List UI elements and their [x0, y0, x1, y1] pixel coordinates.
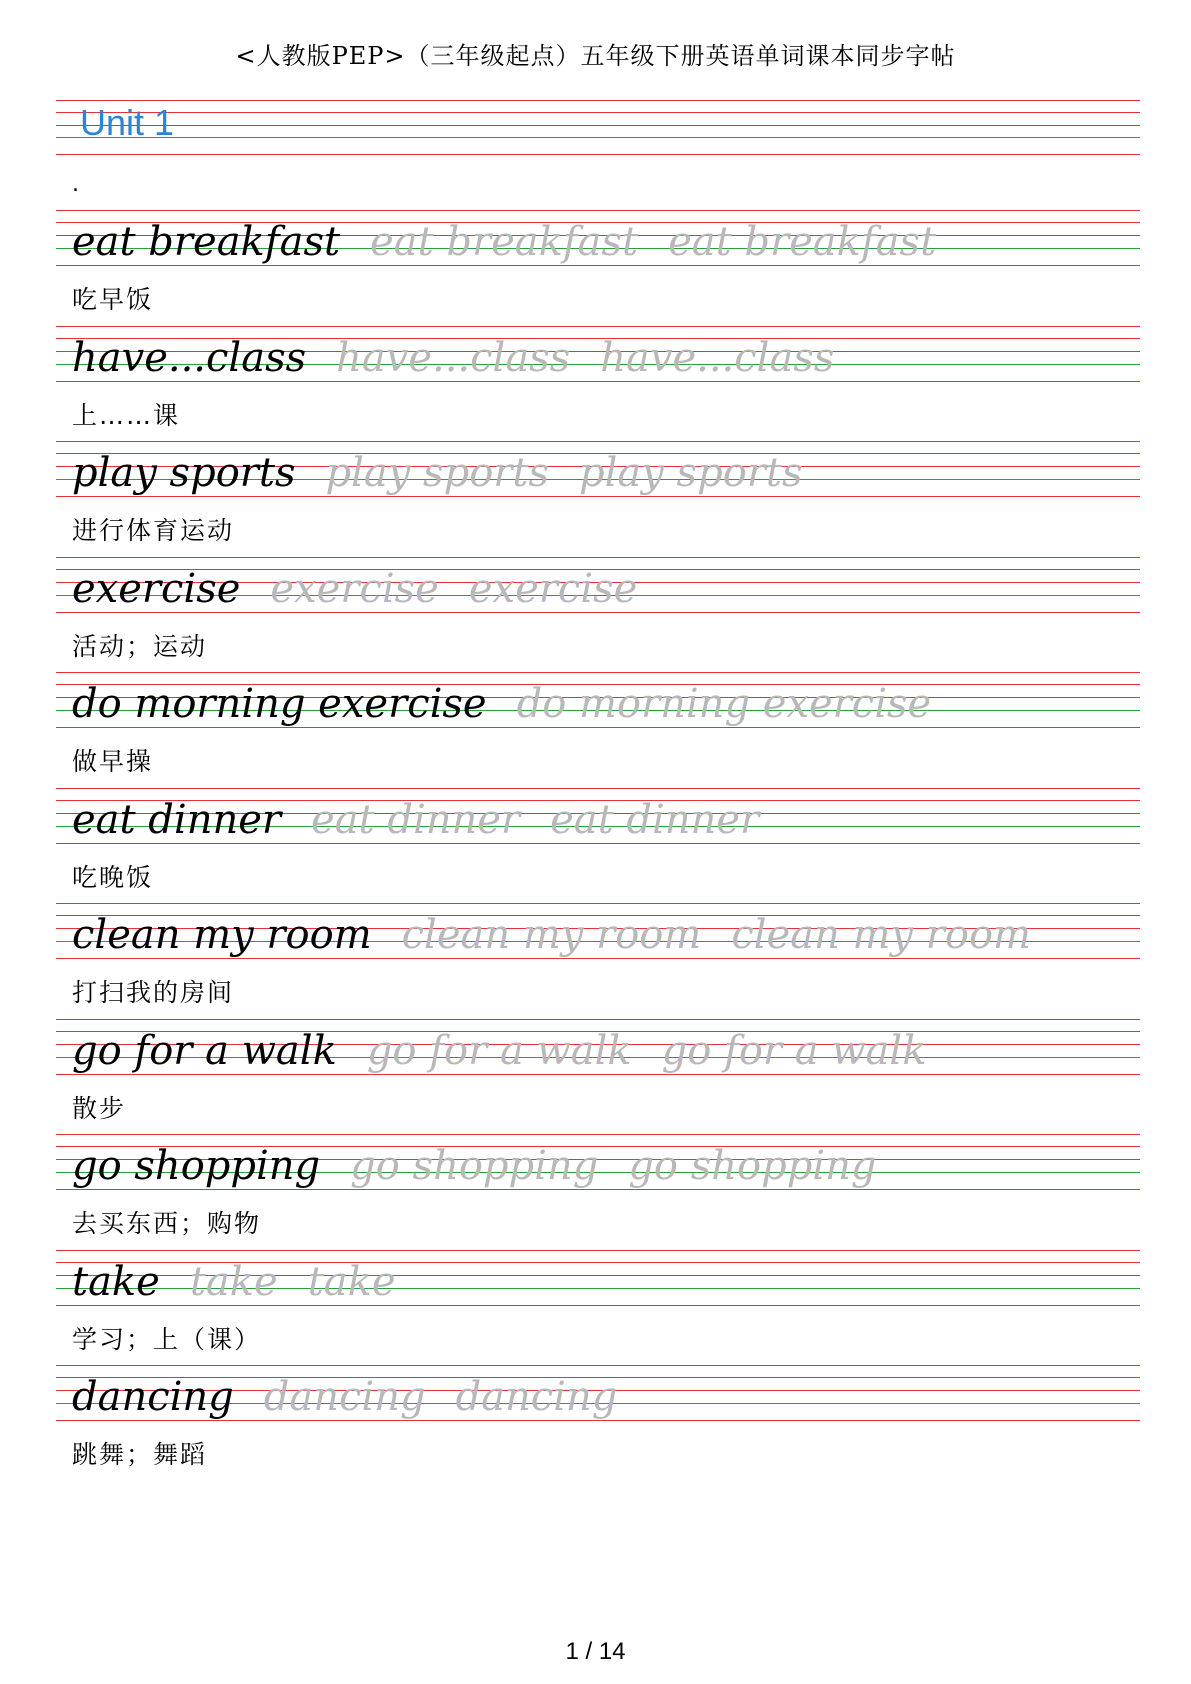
handwriting-line — [72, 1256, 396, 1308]
trace-word: have...class — [600, 335, 835, 381]
trace-word: take — [189, 1259, 278, 1305]
trace-word: go for a walk — [661, 1028, 927, 1074]
trace-word: do morning exercise — [516, 681, 932, 727]
unit-heading: Unit 1 — [80, 102, 175, 143]
rule-line — [56, 112, 1140, 113]
trace-word: take — [307, 1259, 396, 1305]
trace-word: play sports — [325, 450, 549, 496]
trace-word: go shopping — [628, 1143, 877, 1189]
trace-word: clean my room — [401, 912, 702, 958]
vocab-word: go for a walk — [72, 1028, 337, 1074]
rule-line — [56, 441, 1140, 442]
trace-word: eat breakfast — [370, 219, 639, 265]
handwriting-line — [72, 563, 637, 615]
trace-word: eat dinner — [550, 797, 760, 843]
rule-line — [56, 1134, 1140, 1135]
rule-line — [56, 903, 1140, 904]
vocab-word: exercise — [72, 566, 241, 612]
practice-row — [56, 1134, 1140, 1258]
practice-row — [56, 1250, 1140, 1374]
handwriting-line — [72, 794, 759, 846]
handwriting-line — [72, 1140, 876, 1192]
rule-line — [56, 1365, 1140, 1366]
trace-word: go shopping — [350, 1143, 599, 1189]
trace-word: clean my room — [731, 912, 1031, 958]
practice-row — [56, 210, 1140, 334]
vocab-word: go shopping — [72, 1143, 321, 1189]
rule-line — [56, 154, 1140, 155]
handwriting-line — [72, 678, 961, 730]
practice-row — [56, 441, 1140, 565]
handwriting-line — [72, 216, 936, 268]
rule-line — [56, 1019, 1140, 1020]
rule-line — [56, 557, 1140, 558]
chinese-meaning: 学习；上（课） — [72, 1325, 262, 1354]
chinese-meaning: 做早操 — [72, 747, 154, 776]
vocab-word: eat dinner — [72, 797, 282, 843]
practice-row — [56, 557, 1140, 681]
rule-line — [56, 125, 1140, 126]
chinese-meaning: 跳舞；舞蹈 — [72, 1440, 208, 1469]
trace-word: have...class — [336, 335, 571, 381]
vocab-word: dancing — [72, 1374, 234, 1420]
rule-line — [56, 1250, 1140, 1251]
handwriting-line — [72, 447, 803, 499]
page-title: <人教版PEP>（三年级起点）五年级下册英语单词课本同步字帖 — [235, 42, 956, 70]
trace-word: play sports — [579, 450, 803, 496]
handwriting-line — [72, 1371, 617, 1423]
chinese-meaning: 活动；运动 — [72, 632, 208, 661]
rule-line — [56, 672, 1140, 673]
trace-word: exercise — [468, 566, 638, 612]
rule-line — [56, 210, 1140, 211]
handwriting-line — [72, 909, 1031, 961]
vocab-word: take — [72, 1259, 160, 1305]
practice-row — [56, 1019, 1140, 1143]
vocab-word: eat breakfast — [72, 219, 341, 265]
handwriting-line — [72, 1025, 926, 1077]
rule-line — [56, 326, 1140, 327]
handwriting-line — [72, 332, 834, 384]
dot-marker: . — [72, 172, 79, 197]
vocab-word: do morning exercise — [72, 681, 487, 727]
trace-word: eat breakfast — [668, 219, 937, 265]
trace-word: eat dinner — [311, 797, 521, 843]
unit-block — [56, 100, 1140, 197]
trace-word: dancing — [263, 1374, 426, 1420]
vocab-word: clean my room — [72, 912, 372, 958]
practice-row — [56, 903, 1140, 1027]
rule-line — [56, 100, 1140, 101]
vocab-word: play sports — [72, 450, 296, 496]
trace-word: dancing — [455, 1374, 618, 1420]
page-number: 1 / 14 — [565, 1638, 626, 1665]
chinese-meaning: 进行体育运动 — [72, 516, 235, 545]
practice-row — [56, 1365, 1140, 1489]
practice-row — [56, 326, 1140, 450]
chinese-meaning: 散步 — [72, 1094, 127, 1123]
rule-line — [56, 788, 1140, 789]
chinese-meaning: 吃早饭 — [72, 285, 154, 314]
chinese-meaning: 打扫我的房间 — [72, 978, 235, 1007]
chinese-meaning: 吃晚饭 — [72, 863, 154, 892]
practice-row — [56, 788, 1140, 912]
trace-word: go for a walk — [366, 1028, 632, 1074]
trace-word: exercise — [270, 566, 439, 612]
chinese-meaning: 去买东西；购物 — [72, 1209, 262, 1238]
practice-row — [56, 672, 1140, 796]
vocab-word: have...class — [72, 335, 307, 381]
chinese-meaning: 上……课 — [72, 401, 181, 430]
baseline-rule — [56, 137, 1140, 138]
